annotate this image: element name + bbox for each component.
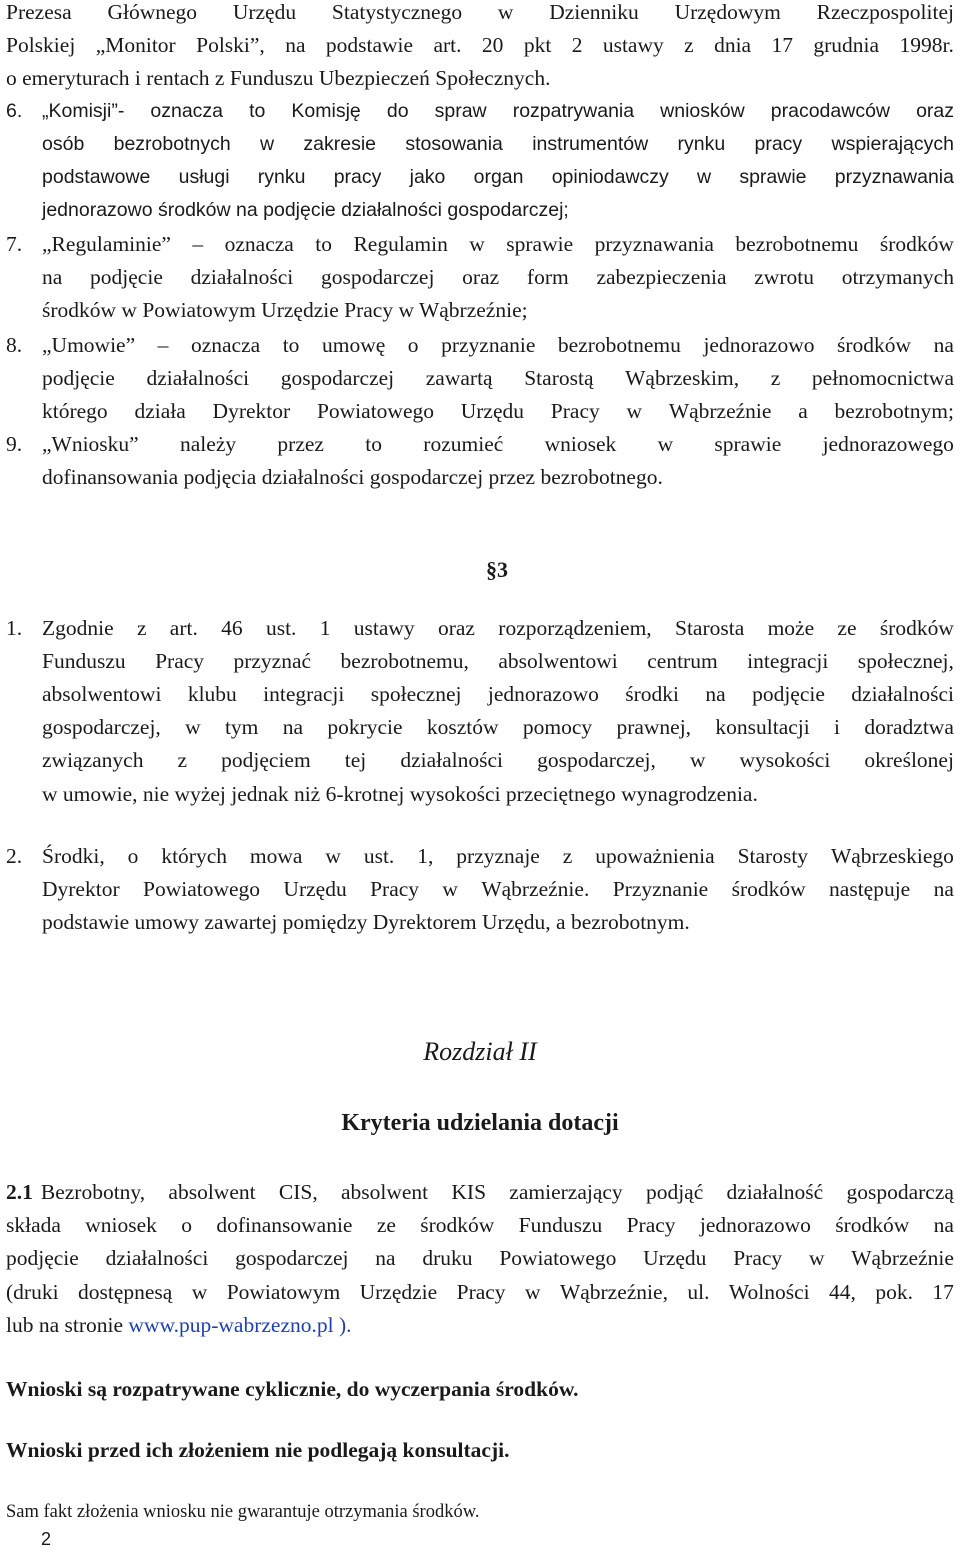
word: bezrobotnych <box>113 133 231 155</box>
chapter-subtitle: Kryteria udzielania dotacji <box>341 1110 619 1136</box>
word: form <box>526 265 569 289</box>
word: „Komisji”- <box>42 100 125 122</box>
word: podjęciem <box>221 748 311 772</box>
word: pomocy <box>522 715 593 739</box>
definition-line <box>42 395 954 428</box>
word: pokrycie <box>327 715 403 739</box>
word: Starosta <box>674 616 745 640</box>
criteria-line-1 <box>6 1176 954 1209</box>
word: Powiatowego <box>143 877 261 901</box>
word: środków <box>731 877 806 901</box>
word: zakresie <box>303 133 377 155</box>
definition-line <box>42 362 954 395</box>
word: działa <box>134 399 186 423</box>
word: Pracy <box>370 877 420 901</box>
word: w <box>185 715 201 739</box>
word: Starostą <box>524 366 594 390</box>
word: gospodarczej, <box>42 715 161 739</box>
word: Dyrektor <box>212 399 291 423</box>
intro-line-2 <box>6 29 954 62</box>
word: przyznanie <box>441 333 536 357</box>
word: Pracy <box>626 1213 676 1237</box>
word: ustawy <box>602 33 664 57</box>
word: tej <box>344 748 367 772</box>
word: jako <box>409 166 446 188</box>
word: środków <box>879 232 954 256</box>
word: społecznej, <box>857 649 954 673</box>
word: usługi <box>178 166 230 188</box>
word: oznacza <box>224 232 294 256</box>
definition-line: jednorazowo środków na podjęcie działalności gospodarczej; <box>42 199 569 221</box>
word: KIS <box>451 1180 487 1204</box>
note-no-consultation: Wnioski przed ich złożeniem nie podlegają konsultacji. <box>6 1438 510 1462</box>
word: Urzędowym <box>674 0 781 24</box>
word: jednorazowo <box>703 333 815 357</box>
word: działalności <box>105 1246 209 1270</box>
page-number: 2 <box>41 1529 52 1549</box>
word: ustawy <box>353 616 415 640</box>
word: 17 <box>771 33 793 57</box>
word: 46 <box>221 616 243 640</box>
word: absolwent <box>168 1180 256 1204</box>
word: przyznać <box>233 649 312 673</box>
word: ust. <box>265 616 297 640</box>
definition-number: 8. <box>6 333 23 357</box>
word: na <box>285 33 306 57</box>
word: Wąbrzeskim, <box>625 366 740 390</box>
definition-line <box>42 261 954 294</box>
word: w <box>442 877 458 901</box>
word: którego <box>42 399 108 423</box>
word: na <box>375 1246 396 1270</box>
paragraph-line <box>42 744 954 777</box>
word: otrzymanych <box>841 265 954 289</box>
intro-line-1 <box>6 0 954 29</box>
word: z <box>136 616 147 640</box>
word: Prezesa <box>6 0 72 24</box>
paragraph-line: podstawie umowy zawartej pomiędzy Dyrektorem Urzędu, a bezrobotnym. <box>42 910 690 934</box>
word: bezrobotnemu <box>735 232 859 256</box>
note-cyclic: Wnioski są rozpatrywane cyklicznie, do wyczerpania środków. <box>6 1377 579 1401</box>
word: Dyrektor <box>42 877 120 901</box>
word: – <box>157 333 169 357</box>
word: zabezpieczenia <box>596 265 727 289</box>
word: oznacza <box>150 100 224 122</box>
word: ust. <box>363 844 395 868</box>
word: absolwent <box>340 1180 429 1204</box>
word: absolwentowi <box>42 682 162 706</box>
word: Urzędu <box>232 0 297 24</box>
word: przyznawania <box>594 232 714 256</box>
word: na <box>282 715 304 739</box>
word: konsultacji <box>715 715 810 739</box>
word: wniosek <box>544 432 617 456</box>
word: gospodarczej, <box>537 748 656 772</box>
word: podstawie <box>325 33 414 57</box>
criteria-line <box>6 1276 954 1309</box>
word: CIS, <box>278 1180 318 1204</box>
word: do <box>386 100 409 122</box>
word: społecznej <box>370 682 462 706</box>
section-mark: §3 <box>486 557 508 582</box>
criteria-line <box>6 1209 954 1242</box>
word: o <box>127 844 139 868</box>
word: których <box>161 844 227 868</box>
word: rozumieć <box>423 432 504 456</box>
word: Środki, <box>42 844 105 868</box>
word: spraw <box>434 100 487 122</box>
word: w <box>808 1246 825 1270</box>
word: Pracy <box>733 1246 783 1270</box>
word: 44, <box>829 1280 856 1304</box>
word: grudnia <box>813 33 880 57</box>
word: w <box>469 232 485 256</box>
definition-number: 6. <box>6 100 23 122</box>
word: Statystycznego <box>331 0 463 24</box>
word: jednorazowo <box>487 682 599 706</box>
word: jednorazowego <box>822 432 954 456</box>
word: dofinansowanie <box>216 1213 353 1237</box>
word: Wąbrzeskiego <box>830 844 954 868</box>
word: dostępnesą <box>77 1280 173 1304</box>
word: integracji <box>263 682 345 706</box>
word: w <box>657 432 674 456</box>
word: Pracy <box>550 399 600 423</box>
word: a <box>798 399 808 423</box>
word: 2 <box>571 33 583 57</box>
word: Regulamin <box>353 232 448 256</box>
word: – <box>192 232 204 256</box>
word: 17 <box>932 1280 954 1304</box>
word: Powiatowym <box>226 1280 341 1304</box>
word: mowa <box>249 844 303 868</box>
word: gospodarczej <box>280 366 395 390</box>
word: wysokości <box>739 748 831 772</box>
word: art. <box>169 616 198 640</box>
word: upoważnienia <box>595 844 715 868</box>
word: działalności <box>146 366 250 390</box>
word: to <box>282 333 300 357</box>
word: działalności <box>851 682 954 706</box>
word: Urzędzie <box>359 1280 438 1304</box>
word: osób <box>42 133 85 155</box>
word: jednorazowo <box>699 1213 811 1237</box>
word: Polskiej <box>6 33 76 57</box>
word: Powiatowego <box>499 1246 617 1270</box>
word: pełnomocnictwa <box>811 366 954 390</box>
word: z <box>770 366 781 390</box>
word: pracodawców <box>770 100 890 122</box>
definition-line: dofinansowania podjęcia działalności gospodarczej przez bezrobotnego. <box>42 465 663 489</box>
word: może <box>767 616 815 640</box>
paragraph-line <box>42 612 954 645</box>
word: z <box>177 748 188 772</box>
paragraph-line <box>42 840 954 873</box>
definition-line <box>42 95 954 128</box>
word: opiniodawczy <box>551 166 669 188</box>
word: Urzędu <box>460 399 525 423</box>
word: Przyznanie <box>612 877 709 901</box>
word: Dzienniku <box>549 0 639 24</box>
definition-line <box>42 228 954 261</box>
word: gospodarczą <box>846 1180 954 1204</box>
word: organ <box>473 166 524 188</box>
paragraph-line <box>42 678 954 711</box>
paragraph-number: 2. <box>6 844 23 868</box>
word: Funduszu <box>518 1213 603 1237</box>
word: w <box>260 133 275 155</box>
word: integracji <box>747 649 829 673</box>
word: sprawie <box>739 166 807 188</box>
word: w <box>497 0 514 24</box>
word: oraz <box>437 616 475 640</box>
definition-line <box>42 161 954 194</box>
word: na <box>42 265 63 289</box>
word: gospodarczej <box>235 1246 349 1270</box>
intro-line-3: o emeryturach i rentach z Funduszu Ubezpieczeń Społecznych. <box>6 66 551 90</box>
word: środki <box>625 682 680 706</box>
word: stosowania <box>405 133 503 155</box>
definition-line <box>42 329 954 362</box>
word: Wolności <box>728 1280 810 1304</box>
word: przyznaje <box>456 844 540 868</box>
word: podjęcie <box>752 682 825 706</box>
word: związanych <box>42 748 144 772</box>
word: tym <box>224 715 259 739</box>
word: bezrobotnym; <box>834 399 954 423</box>
word: pracy <box>333 166 382 188</box>
word: podjęcie <box>42 366 115 390</box>
word: Starosty <box>737 844 809 868</box>
word: 20 <box>481 33 504 57</box>
word: 1, <box>417 844 434 868</box>
word: w <box>325 844 341 868</box>
word: oraz <box>916 100 954 122</box>
word: Głównego <box>107 0 198 24</box>
word: rynku <box>257 166 306 188</box>
word: rozporządzeniem, <box>498 616 652 640</box>
word: podstawowe <box>42 166 151 188</box>
word: działalności <box>190 265 294 289</box>
word: pkt <box>523 33 552 57</box>
word: o <box>407 333 419 357</box>
word: Wąbrzeźnie, <box>559 1280 668 1304</box>
word: Wąbrzeźnie. <box>481 877 590 901</box>
word: środków <box>835 1213 910 1237</box>
word: centrum <box>647 649 718 673</box>
word: to <box>315 232 333 256</box>
word: należy <box>180 432 237 456</box>
website-link[interactable]: www.pup-wabrzezno.pl <box>128 1313 334 1337</box>
word: środków <box>837 333 912 357</box>
word: pracy <box>754 133 803 155</box>
word: pok. <box>875 1280 913 1304</box>
definition-line <box>42 428 954 461</box>
word: określonej <box>864 748 954 772</box>
word: Pracy <box>456 1280 506 1304</box>
criteria-number: 2.1 <box>6 1180 33 1204</box>
word: na <box>933 1213 954 1237</box>
paragraph-line <box>42 645 954 678</box>
word: działalności <box>400 748 504 772</box>
word: (druki <box>6 1280 59 1304</box>
word: działalność <box>726 1180 824 1204</box>
word: i <box>834 715 841 739</box>
word: zamierzający <box>509 1180 623 1204</box>
definition-line: środków w Powiatowym Urzędzie Pracy w Wąbrzeźnie; <box>42 298 528 322</box>
word: prawnej, <box>616 715 692 739</box>
word: rynku <box>677 133 726 155</box>
word: oraz <box>462 265 500 289</box>
word: podjęcie <box>90 265 163 289</box>
word: w <box>689 748 706 772</box>
paragraph-line <box>42 873 954 906</box>
word: w <box>626 399 643 423</box>
word: bezrobotnemu, <box>340 649 469 673</box>
word: na <box>933 333 954 357</box>
word: środków <box>879 616 954 640</box>
word: bezrobotnemu <box>557 333 681 357</box>
word: dnia <box>714 33 752 57</box>
word: sprawie <box>714 432 782 456</box>
paragraph-number: 1. <box>6 616 23 640</box>
word: doradztwa <box>864 715 954 739</box>
criteria-line <box>6 1242 954 1275</box>
chapter-title: Rozdział II <box>423 1037 537 1066</box>
word: ze <box>837 616 857 640</box>
word: Wąbrzeźnie <box>851 1246 954 1270</box>
word: 1998r. <box>899 33 954 57</box>
word: następuje <box>829 877 911 901</box>
word: Bezrobotny, <box>40 1180 146 1204</box>
word: Funduszu <box>42 649 126 673</box>
word: przez <box>277 432 324 456</box>
criteria-line-last: lub na stronie www.pup-wabrzezno.pl ). <box>6 1313 352 1337</box>
word: przyznawania <box>834 166 954 188</box>
paragraph-line <box>42 711 954 744</box>
word: druku <box>422 1246 473 1270</box>
word: o <box>181 1213 193 1237</box>
word: „Regulaminie” <box>42 232 171 256</box>
definition-number: 9. <box>6 432 23 456</box>
definition-line <box>42 128 954 161</box>
word: w <box>191 1280 208 1304</box>
word: Urzędu <box>643 1246 707 1270</box>
word: ze <box>376 1213 396 1237</box>
word: wniosków <box>660 100 745 122</box>
word: na <box>933 877 954 901</box>
word: z <box>562 844 573 868</box>
word: „Umowie” <box>42 333 136 357</box>
word: zawartą <box>425 366 493 390</box>
word: wspierających <box>831 133 954 155</box>
word: to <box>249 100 266 122</box>
word: zwrotu <box>754 265 814 289</box>
note-no-guarantee: Sam fakt złożenia wniosku nie gwarantuje otrzymania środków. <box>6 1502 480 1522</box>
word: absolwentowi <box>498 649 618 673</box>
word: umowę <box>321 333 386 357</box>
word: podjęcie <box>6 1246 79 1270</box>
word: sprawie <box>506 232 574 256</box>
word: rozpatrywania <box>512 100 635 122</box>
word: wniosek <box>85 1213 157 1237</box>
word: kosztów <box>426 715 499 739</box>
word: instrumentów <box>532 133 649 155</box>
word: Zgodnie <box>42 616 114 640</box>
word: ul. <box>687 1280 710 1304</box>
word: gospodarczej <box>321 265 435 289</box>
word: Pracy <box>155 649 205 673</box>
paragraph-line: w umowie, nie wyżej jednak niż 6-krotnej wysokości przeciętnego wynagrodzenia. <box>42 782 758 806</box>
word: Urzędu <box>283 877 347 901</box>
word: Powiatowego <box>316 399 434 423</box>
word: w <box>697 166 712 188</box>
word: składa <box>6 1213 61 1237</box>
word: klubu <box>187 682 237 706</box>
word: podjąć <box>645 1180 704 1204</box>
word: art. <box>433 33 462 57</box>
word: oznacza <box>190 333 261 357</box>
word: Wąbrzeźnie <box>668 399 772 423</box>
word: Polski”, <box>196 33 265 57</box>
word: w <box>524 1280 541 1304</box>
word: na <box>705 682 726 706</box>
definition-number: 7. <box>6 232 23 256</box>
word: „Monitor <box>95 33 176 57</box>
word: środków <box>420 1213 495 1237</box>
word: Komisję <box>291 100 361 122</box>
word: to <box>365 432 382 456</box>
word: „Wniosku” <box>42 432 139 456</box>
word: 1 <box>319 616 331 640</box>
word: Rzeczpospolitej <box>816 0 954 24</box>
word: z <box>684 33 694 57</box>
